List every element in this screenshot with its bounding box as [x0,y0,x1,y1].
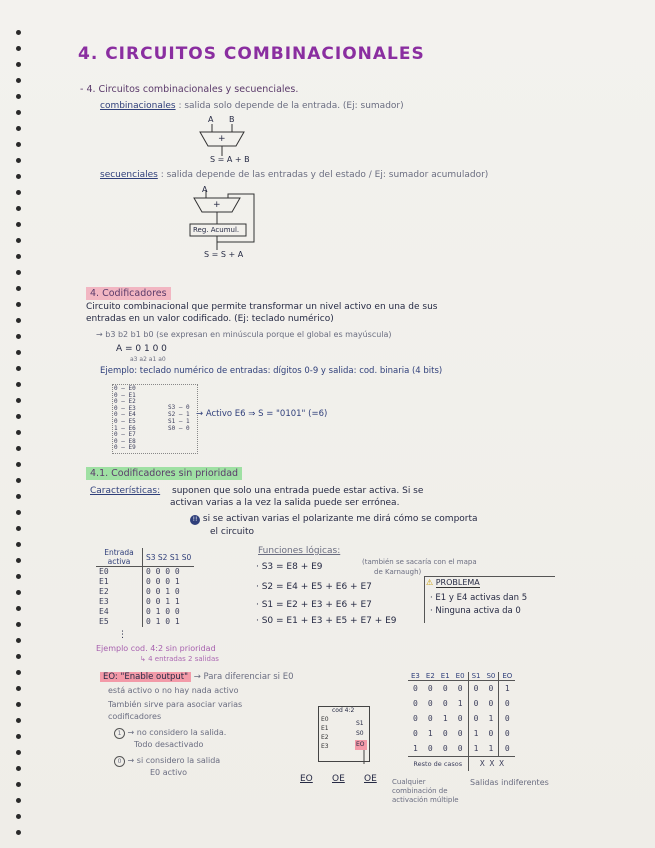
encoder-42-input: E3 [321,743,329,750]
keypad-input-value: 0 [114,411,122,419]
enable-desc-4: codificadores [108,712,162,721]
binding-hole [16,94,21,99]
binding-hole [16,270,21,275]
keypad-input-value: 1 [114,424,122,432]
logic-functions-heading: Funciones lógicas: [258,546,341,556]
enable-table-header: EO [499,672,515,681]
enable-desc-2: está activo o no hay nada activo [108,686,239,695]
binding-hole [16,590,21,595]
binding-hole [16,798,21,803]
table-continuation: ⋮ [118,630,127,640]
enable-table-cell: 1 [442,714,448,723]
eq-s2: · S2 = E4 + E5 + E6 + E7 [256,582,372,592]
encoder-42-output-s1: S1 [356,720,364,727]
binding-hole [16,190,21,195]
eq-s1: · S1 = E2 + E3 + E6 + E7 [256,600,372,610]
table-header-input: Entrada activa [96,548,143,567]
encoder-42-example-2: ↳ 4 entradas 2 salidas [140,655,219,663]
enable-table-cell: 0 [427,684,433,693]
table-row [408,711,515,726]
enable-table-cell: 0 [453,741,468,757]
enable-table-header: E1 [438,672,453,681]
keypad-input-label: — E0 [121,385,136,392]
section-heading-circuits: - 4. Circuitos combinacionales y secuenciales. [80,84,299,95]
binding-hole [16,318,21,323]
table-cell-input: E5 [96,617,143,627]
enable-table-cell: 1 [427,729,433,738]
problem-line-2: · Ninguna activa da 0 [430,606,521,616]
page-title: 4. CIRCUITOS COMBINACIONALES [78,44,425,64]
binding-hole [16,750,21,755]
binding-hole [16,382,21,387]
enable-table-cell: 0 [427,699,433,708]
enable-table-cell: 0 [504,699,510,708]
keypad-input-label: — E8 [121,437,136,445]
enable-table-cell: 0 [442,729,448,738]
sequential-line [100,170,488,180]
characteristics-line-1: suponen que solo una entrada puede estar activa. Si se [172,486,424,496]
encoder-42-input: E0 [321,716,329,723]
encoder-42-input: E2 [321,734,329,741]
section-heading-encoders: 4. Codificadores [86,288,171,299]
enable-table-cell: 0 [413,729,418,738]
enable-table-cell: 0 [442,744,448,753]
binding-hole [16,702,21,707]
keypad-input-value: 0 [114,417,122,425]
binding-hole [16,30,21,35]
binding-hole [16,606,21,611]
binding-hole [16,366,21,371]
binding-hole [16,286,21,291]
binding-hole [16,302,21,307]
binding-hole [16,142,21,147]
enable-table-cell: 0 [427,714,433,723]
table-cell-input: E3 [96,597,143,607]
table-header-outputs: S3 S2 S1 S0 [143,548,195,567]
enable-table-cell: 0 [413,714,418,723]
binding-hole [16,414,21,419]
table-cell-output: 0 1 0 1 [146,617,180,626]
enable-option-1b: Todo desactivado [134,740,204,749]
binding-hole [16,638,21,643]
enable-table-header: E2 [423,672,438,681]
binding-hole [16,62,21,67]
table-row [96,587,194,597]
table-row [96,567,194,578]
accumulator-input-a: A [202,185,208,194]
enable-table-cell: 0 [473,684,479,693]
encoder-42-example: Ejemplo cod. 4:2 sin prioridad [96,644,216,653]
encoders-line-2: entradas en un valor codificado. (Ej: teclado numérico) [86,314,334,324]
eq-s0: · S0 = E1 + E3 + E5 + E7 + E9 [256,616,397,626]
table-row [408,741,515,757]
keypad-input-label: — E9 [121,444,136,452]
table-cell-input: E0 [96,567,143,578]
encoder-42-eo: EO [356,741,365,748]
table-cell-output: 0 0 0 1 [146,577,180,586]
no-priority-truth-table [96,548,194,627]
enable-truth-table [408,672,515,771]
enable-table-header: E0 [453,672,468,681]
eq-s3-note: (también se sacaría con el mapa [362,558,477,566]
binding-hole [16,238,21,243]
binding-hole [16,110,21,115]
encoder-42-output-s0: S0 [356,730,364,737]
table-cell-output: 0 0 0 0 [146,567,180,576]
binding-hole [16,446,21,451]
table-rest-label: Resto de casos [408,757,468,772]
encoder-42-input: E1 [321,725,329,732]
enable-table-cell: 0 [473,714,479,723]
table-cell-output: 0 1 0 0 [146,607,180,616]
table-row [408,696,515,711]
keypad-example: Ejemplo: teclado numérico de entradas: dígitos 0-9 y salida: cod. binaria (4 bits) [100,366,443,376]
table-row [96,597,194,607]
foot-note-1: Cualquier combinación de activación múltiple [392,778,459,804]
sequential-term: secuenciales [100,170,158,180]
keypad-output-row: S0 — 0 [168,425,190,432]
binding-hole [16,574,21,579]
enable-output-line: EO: "Enable output" → Para diferenciar si E0 [100,672,294,682]
binding-hole [16,158,21,163]
a-expression: A = 0 1 0 0 [116,344,167,354]
enable-table-cell: 0 [453,711,468,726]
notebook-binding [0,0,40,848]
binding-hole [16,222,21,227]
enable-table-header: S0 [483,672,498,681]
enable-table-cell: 0 [413,699,418,708]
encoder-42-title: cod 4:2 [332,707,355,714]
characteristics-label: Características: [90,486,161,496]
keypad-input-label: — E2 [121,398,136,406]
keypad-output-row: S2 — 1 [168,411,190,418]
keypad-input-label: — E6 [121,424,136,432]
binding-hole [16,174,21,179]
keypad-input-label: — E7 [121,431,136,439]
keypad-input-value: 0 [114,391,122,399]
binding-hole [16,734,21,739]
table-row [96,577,194,587]
binding-hole [16,78,21,83]
warning-icon: ⚠ [426,578,434,587]
accumulator-op: + [213,200,221,210]
binding-hole [16,766,21,771]
eq-s3: · S3 = E8 + E9 [256,562,323,572]
binding-hole [16,398,21,403]
table-row [96,617,194,627]
eo-label-3: OE [364,774,377,784]
enable-table-cell: 0 [483,726,498,741]
enable-option-2: 0 → si considero la salida [114,756,220,767]
enable-desc-3: También sirve para asociar varias [108,700,243,709]
keypad-input-value: 0 [114,444,122,452]
enable-table-cell: 0 [442,684,448,693]
enable-table-cell: 1 [413,744,418,753]
table-cell-input: E4 [96,607,143,617]
keypad-input-value: 0 [114,431,122,439]
binding-hole [16,654,21,659]
accumulator-output: S = S + A [204,250,244,259]
table-row-rest [408,757,515,772]
section-heading-no-priority: 4.1. Codificadores sin prioridad [86,468,242,479]
eo-label-1: EO [300,774,313,784]
binding-hole [16,510,21,515]
binding-hole [16,46,21,51]
table-row [96,607,194,617]
enable-table-cell: 1 [473,744,479,753]
eq-s3-note-2: de Karnaugh) [374,568,422,576]
binding-hole [16,718,21,723]
keypad-input-value: 0 [114,404,122,412]
binding-hole [16,350,21,355]
adder-output: S = A + B [210,155,250,164]
adder-input-b: B [229,115,235,124]
table-cell-output: 0 0 1 1 [146,597,180,606]
combinational-desc: : salida solo depende de la entrada. (Ej: sumador) [178,101,404,111]
enable-table-cell: 0 [504,744,510,753]
binding-hole [16,782,21,787]
keypad-input-row [114,445,136,452]
enable-table-header: S1 [468,672,483,681]
binding-hole [16,430,21,435]
keypad-input-label: — E5 [121,417,136,425]
combinational-term: combinacionales [100,101,176,111]
binding-hole [16,686,21,691]
binding-hole [16,814,21,819]
bits-note: (se expresan en minúscula porque el global es mayúscula) [156,330,392,339]
binding-hole [16,334,21,339]
problem-title: ⚠ PROBLEMA [426,578,480,587]
keypad-output-row: S1 — 1 [168,418,190,425]
enable-output-label: EO: "Enable output" [100,672,191,682]
binding-hole [16,254,21,259]
enable-table-cell: 0 [453,681,468,697]
warning-mark: !! [190,515,200,525]
table-cell-output: 0 0 1 0 [146,587,180,596]
binding-hole [16,622,21,627]
a-subscripts: a3 a2 a1 a0 [130,356,166,363]
keypad-inputs [114,386,136,452]
adder-input-a: A [208,115,214,124]
enable-option-1: 1 → no considero la salida. [114,728,226,739]
table-rest-values: X X X [468,757,515,772]
enable-table-cell: 0 [483,681,498,697]
characteristics-line-2: activan varias a la vez la salida puede ser errónea. [170,498,400,508]
eo-output-wire [360,750,368,764]
table-row [408,681,515,697]
keypad-input-label: — E4 [121,411,136,419]
combinational-line [100,101,404,111]
enable-table-cell: 0 [442,699,448,708]
characteristics-line-3: !! si se activan varias el polarizante me dirá cómo se comporta [190,514,478,525]
binding-hole [16,830,21,835]
adder-op: + [218,134,226,144]
enable-table-cell: 1 [504,684,510,693]
binding-hole [16,542,21,547]
binding-hole [16,670,21,675]
keypad-input-label: — E3 [121,404,136,412]
binding-hole [16,494,21,499]
foot-note-2: Salidas indiferentes [470,778,549,787]
enable-table-cell: 0 [504,714,510,723]
enable-table-cell: 0 [413,684,418,693]
binding-hole [16,478,21,483]
enable-table-cell: 0 [473,699,479,708]
sequential-desc: : salida depende de las entradas y del estado / Ej: sumador acumulador) [160,170,489,180]
enable-table-header: E3 [408,672,423,681]
keypad-input-label: — E1 [121,391,136,399]
encoder-42-inputs [321,715,329,751]
active-e6-note: → Activo E6 ⇒ S = "0101" (=6) [196,409,328,419]
enable-table-cell: 0 [483,696,498,711]
table-cell-input: E2 [96,587,143,597]
enable-table-cell: 1 [483,741,498,757]
encoders-line-1: Circuito combinacional que permite transformar un nivel activo en una de sus [86,302,438,312]
binding-hole [16,526,21,531]
problem-line-1: · E1 y E4 activas dan 5 [430,593,528,603]
enable-table-cell: 0 [427,744,433,753]
accumulator-register: Reg. Acumul. [193,226,240,234]
characteristics-line-4: el circuito [210,527,255,537]
eo-label-2: OE [332,774,345,784]
binding-hole [16,558,21,563]
keypad-input-value: 0 [114,398,122,406]
enable-table-cell: 0 [504,729,510,738]
table-row [408,726,515,741]
binding-hole [16,126,21,131]
binding-hole [16,206,21,211]
table-cell-input: E1 [96,577,143,587]
enable-table-cell: 1 [453,696,468,711]
binding-hole [16,462,21,467]
keypad-outputs [168,404,190,432]
enable-table-cell: 1 [483,711,498,726]
keypad-input-value: 0 [114,437,122,445]
keypad-input-value: 0 [114,385,122,392]
enable-table-cell: 1 [473,729,479,738]
bits-label: → b3 b2 b1 b0 (se expresan en minúscula porque el global es mayúscula) [96,330,392,339]
keypad-output-row: S3 — 0 [168,404,190,411]
enable-table-cell: 0 [453,726,468,741]
enable-option-2b: E0 activo [150,768,187,777]
